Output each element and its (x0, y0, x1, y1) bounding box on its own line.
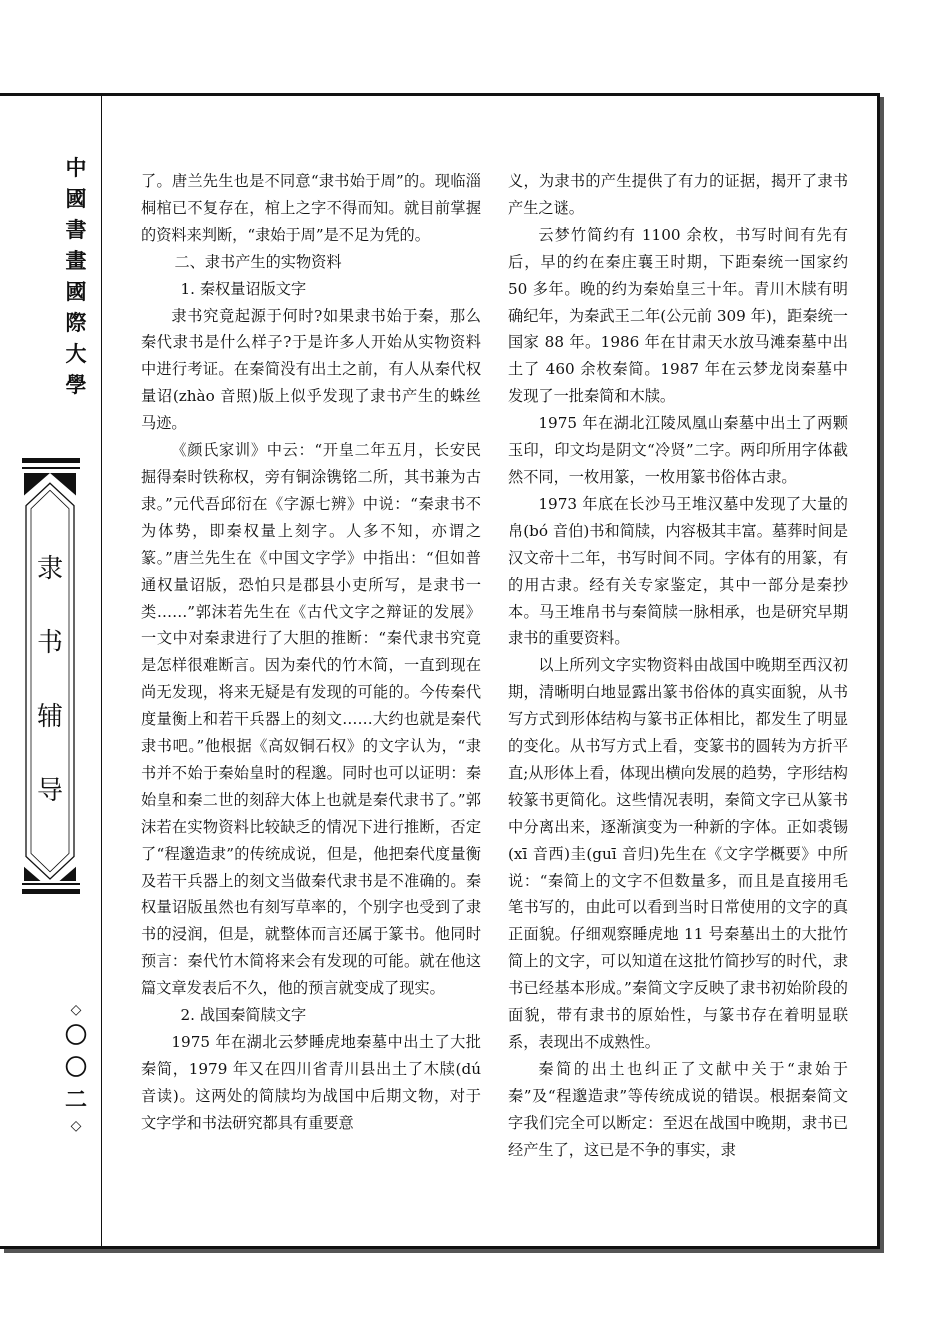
page-number-diamond-icon: ◇ (70, 1118, 82, 1134)
university-name (56, 152, 96, 400)
paragraph: 云梦竹简约有 1100 余枚，书写时间有先有后，早的约在秦庄襄王时期，下距秦统一国家约 50 多年。晚的约为秦始皇三十年。青川木牍有明确纪年，为秦武王二年(公元前 309 年)，距秦统一国家 88 年。1986 年在甘肃天水放马滩秦墓中出土了 460 余枚秦简。1987 年在云梦龙岗秦墓中发现了一批秦简和木牍。 (508, 225, 848, 406)
page-number-char: 二 (64, 1087, 87, 1113)
course-char: 辅 (36, 702, 63, 732)
emblem-top-bar-thick (22, 458, 80, 463)
university-char: 畫 (65, 248, 87, 273)
emblem-bottom-bar-thin (22, 883, 80, 885)
course-char: 书 (36, 628, 63, 658)
subsection-heading: 1. 秦权量诏版文字 (180, 279, 307, 298)
course-char: 隶 (36, 554, 63, 584)
university-char: 國 (65, 279, 87, 304)
course-char: 导 (36, 776, 63, 806)
paragraph: 义，为隶书的产生提供了有力的证据，揭开了隶书产生之谜。 (508, 172, 848, 217)
text-column-right (508, 168, 848, 1164)
paragraph: 以上所列文字实物资料由战国中晚期至西汉初期，清晰明白地显露出篆书俗体的真实面貌，从书写方式到形体结构与篆书正体相比，都发生了明显的变化。从书写方式上看，变篆书的圆转为方折平直;从形体上看，体现出横向发展的趋势，字形结构较篆书更简化。这些情况表明，秦简文字已从篆书中分离出来，逐渐演变为一种新的字体。正如裘锡(xī 音西)圭(guī 音归)先生在《文字学概要》中所说：“秦简上的文字不但数量多，而且是直接用毛笔书写的，由此可以看到当时日常使用的文字的真正面貌。仔细观察睡虎地 11 号秦墓出土的大批竹简上的文字，可以知道在这批竹简抄写的时代，隶书已经基本形成。”秦简文字反映了隶书初始阶段的面貌，带有隶书的原始性，与篆书存在着明显联系，表现出不成熟性。 (508, 656, 848, 1051)
emblem-top-bar-thin (22, 467, 80, 469)
page-number (56, 1000, 96, 1136)
university-char: 中 (65, 155, 87, 180)
page-number-char: 〇 (64, 1055, 87, 1081)
university-char: 國 (65, 186, 87, 211)
university-char: 際 (65, 310, 87, 335)
paragraph: 《颜氏家训》中云：“开皇二年五月，长安民掘得秦时铁称权，旁有铜涂镌铭二所，其书兼为古隶。”元代吾邱衍在《字源七辨》中说：“秦隶书不为体势，即秦权量上刻字。人多不知，亦谓之篆。”唐兰先生在《中国文字学》中指出：“但如普通权量诏版，恐怕只是郡县小吏所写，是隶书一类……”郭沫若先生在《古代文字之辩证的发展》一文中对秦隶进行了大胆的推断：“秦代隶书究竟是怎样很难断言。因为秦代的竹木简，一直到现在尚无发现，将来无疑是有发现的可能的。今传秦代度量衡上和若干兵器上的刻文……大约也就是秦代隶书吧。”他根据《高奴铜石权》的文字认为，“隶书并不始于秦始皇时的程邈。同时也可以证明：秦始皇和秦二世的刻辞大体上也就是秦代隶书了。”郭沫若在实物资料比较缺乏的情况下进行推断，否定了“程邈造隶”的传统成说，但是，他把秦代度量衡及若干兵器上的刻文当做秦代隶书是不准确的。秦权量诏版虽然也有刻写草率的，个别字也受到了隶书的浸润，但是，就整体而言还属于篆书。他同时预言：秦代竹木简将来会有发现的可能。就在他这篇文章发表后不久，他的预言就变成了现实。 (141, 441, 481, 998)
emblem-bottom-bar-thick (22, 889, 80, 894)
text-column-left (141, 168, 481, 1137)
paragraph: 了。唐兰先生也是不同意“隶书始于周”的。现临淄桐棺已不复存在，棺上之字不得而知。就目前掌握的资料来判断，“隶始于周”是不足为凭的。 (141, 172, 481, 244)
section-heading: 二、隶书产生的实物资料 (174, 252, 342, 271)
subsection-heading: 2. 战国秦简牍文字 (180, 1006, 307, 1025)
university-char: 大 (65, 341, 87, 366)
paragraph: 1975 年在湖北江陵凤凰山秦墓中出土了两颗玉印，印文均是阴文“冷贤”二字。两印所用字体截然不同，一枚用篆，一枚用篆书俗体古隶。 (508, 414, 848, 486)
sidebar-divider (101, 96, 102, 1246)
page-number-char: 〇 (64, 1023, 87, 1049)
paragraph: 1975 年在湖北云梦睡虎地秦墓中出土了大批秦简，1979 年又在四川省青川县出土了木牍(dú 音读)。这两处的简牍均为战国中后期文物，对于文字学和书法研究都具有重要意 (141, 1033, 481, 1132)
paragraph: 秦简的出土也纠正了文献中关于“隶始于秦”及“程邈造隶”等传统成说的错误。根据秦简文字我们完全可以断定：至迟在战国中晚期，隶书已经产生了，这已是不争的事实，隶 (508, 1059, 848, 1159)
university-char: 學 (65, 372, 87, 397)
paragraph: 隶书究竟起源于何时?如果隶书始于秦，那么秦代隶书是什么样子?于是许多人开始从实物资料中进行考证。在秦简没有出土之前，有人从秦代权量诏(zhào 音照)版上似乎发现了隶书产生的蛛丝马迹。 (141, 306, 481, 433)
university-char: 書 (65, 217, 87, 242)
course-title (24, 532, 76, 828)
paragraph: 1973 年底在长沙马王堆汉墓中发现了大量的帛(bó 音伯)书和简牍，内容极其丰富。墓葬时间是汉文帝十二年，书写时间不同。字体有的用篆，有的用古隶。经有关专家鉴定，其中一部分是秦抄本。马王堆帛书与秦简牍一脉相承，也是研究早期隶书的重要资料。 (508, 494, 848, 648)
page-number-diamond-icon: ◇ (70, 1002, 82, 1018)
